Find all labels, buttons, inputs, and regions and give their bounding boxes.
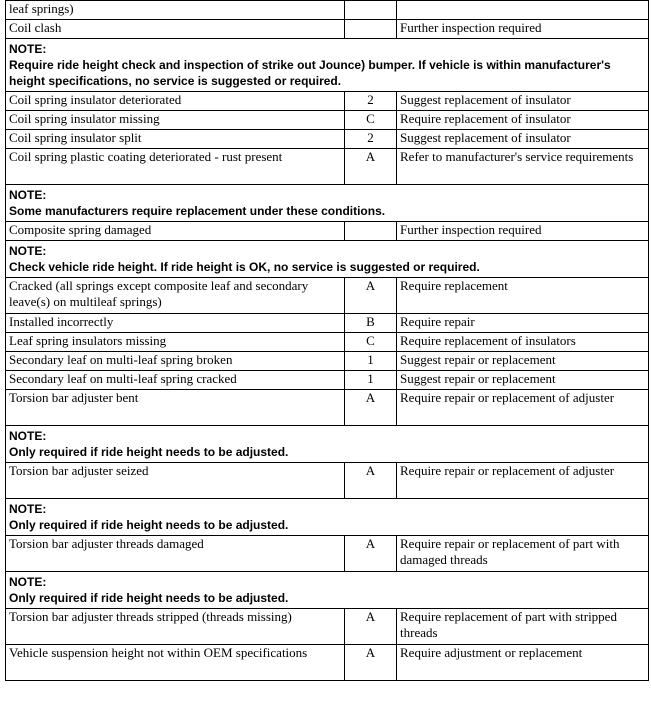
code-cell — [345, 222, 397, 241]
action-cell: Further inspection required — [397, 222, 649, 241]
condition-cell: Coil spring plastic coating deteriorated - rust present — [6, 149, 345, 185]
action-cell: Require replacement of part with stripped threads — [397, 609, 649, 645]
table-row — [6, 149, 649, 185]
action-cell: Further inspection required — [397, 20, 649, 39]
condition-cell: Cracked (all springs except composite leaf and secondary leave(s) on multileaf springs) — [6, 278, 345, 314]
action-cell: Suggest replacement of insulator — [397, 130, 649, 149]
condition-cell: Installed incorrectly — [6, 314, 345, 333]
note-text: Require ride height check and inspection of strike out Jounce) bumper. If vehicle is within manufacturer's height specifications, no service is suggested or required. — [9, 58, 611, 88]
code-cell: 1 — [345, 371, 397, 390]
table-row — [6, 222, 649, 241]
table-row — [6, 371, 649, 390]
condition-cell: Leaf spring insulators missing — [6, 333, 345, 352]
note-row — [6, 426, 649, 463]
action-cell: Suggest repair or replacement — [397, 352, 649, 371]
note-row — [6, 572, 649, 609]
condition-cell: Coil spring insulator deteriorated — [6, 92, 345, 111]
code-cell: A — [345, 278, 397, 314]
table-row — [6, 609, 649, 645]
note-cell — [6, 185, 649, 222]
condition-cell: Vehicle suspension height not within OEM specifications — [6, 645, 345, 681]
condition-cell: Coil spring insulator missing — [6, 111, 345, 130]
table-row — [6, 92, 649, 111]
table-row — [6, 314, 649, 333]
note-label: NOTE: — [9, 42, 47, 56]
condition-cell: Composite spring damaged — [6, 222, 345, 241]
note-cell — [6, 572, 649, 609]
condition-cell: Coil clash — [6, 20, 345, 39]
condition-cell: leaf springs) — [6, 1, 345, 20]
action-cell: Require replacement of insulators — [397, 333, 649, 352]
note-cell — [6, 426, 649, 463]
table-row — [6, 463, 649, 499]
note-text: Some manufacturers require replacement under these conditions. — [9, 204, 386, 218]
table-row — [6, 130, 649, 149]
action-cell: Suggest replacement of insulator — [397, 92, 649, 111]
code-cell: A — [345, 609, 397, 645]
code-cell: 1 — [345, 352, 397, 371]
code-cell: A — [345, 463, 397, 499]
code-cell: A — [345, 645, 397, 681]
note-cell — [6, 241, 649, 278]
code-cell: C — [345, 111, 397, 130]
note-row — [6, 39, 649, 92]
condition-cell: Coil spring insulator split — [6, 130, 345, 149]
note-row — [6, 241, 649, 278]
code-cell: A — [345, 536, 397, 572]
inspection-table — [5, 0, 649, 681]
table-row — [6, 645, 649, 681]
note-label: NOTE: — [9, 502, 47, 516]
action-cell: Require replacement — [397, 278, 649, 314]
note-text: Only required if ride height needs to be adjusted. — [9, 445, 289, 459]
note-cell — [6, 39, 649, 92]
action-cell: Refer to manufacturer's service requirements — [397, 149, 649, 185]
action-cell: Require repair or replacement of adjuster — [397, 463, 649, 499]
code-cell: A — [345, 390, 397, 426]
action-cell: Require repair — [397, 314, 649, 333]
note-cell — [6, 499, 649, 536]
code-cell — [345, 20, 397, 39]
code-cell: 2 — [345, 130, 397, 149]
action-cell: Suggest repair or replacement — [397, 371, 649, 390]
note-text: Check vehicle ride height. If ride height is OK, no service is suggested or required. — [9, 260, 480, 274]
note-row — [6, 185, 649, 222]
code-cell — [345, 1, 397, 20]
action-cell — [397, 1, 649, 20]
action-cell: Require adjustment or replacement — [397, 645, 649, 681]
condition-cell: Torsion bar adjuster seized — [6, 463, 345, 499]
note-text: Only required if ride height needs to be adjusted. — [9, 518, 289, 532]
note-text: Only required if ride height needs to be adjusted. — [9, 591, 289, 605]
table-row — [6, 390, 649, 426]
note-label: NOTE: — [9, 429, 47, 443]
action-cell: Require replacement of insulator — [397, 111, 649, 130]
condition-cell: Torsion bar adjuster threads stripped (threads missing) — [6, 609, 345, 645]
note-label: NOTE: — [9, 244, 47, 258]
condition-cell: Torsion bar adjuster bent — [6, 390, 345, 426]
condition-cell: Secondary leaf on multi-leaf spring cracked — [6, 371, 345, 390]
table-row — [6, 1, 649, 20]
action-cell: Require repair or replacement of adjuster — [397, 390, 649, 426]
note-label: NOTE: — [9, 575, 47, 589]
table-row — [6, 333, 649, 352]
note-row — [6, 499, 649, 536]
table-row — [6, 20, 649, 39]
code-cell: B — [345, 314, 397, 333]
action-cell: Require repair or replacement of part with damaged threads — [397, 536, 649, 572]
code-cell: A — [345, 149, 397, 185]
code-cell: 2 — [345, 92, 397, 111]
table-row — [6, 111, 649, 130]
code-cell: C — [345, 333, 397, 352]
condition-cell: Secondary leaf on multi-leaf spring broken — [6, 352, 345, 371]
table-row — [6, 536, 649, 572]
inspection-table-body — [6, 1, 649, 681]
condition-cell: Torsion bar adjuster threads damaged — [6, 536, 345, 572]
note-label: NOTE: — [9, 188, 47, 202]
table-row — [6, 352, 649, 371]
table-row — [6, 278, 649, 314]
